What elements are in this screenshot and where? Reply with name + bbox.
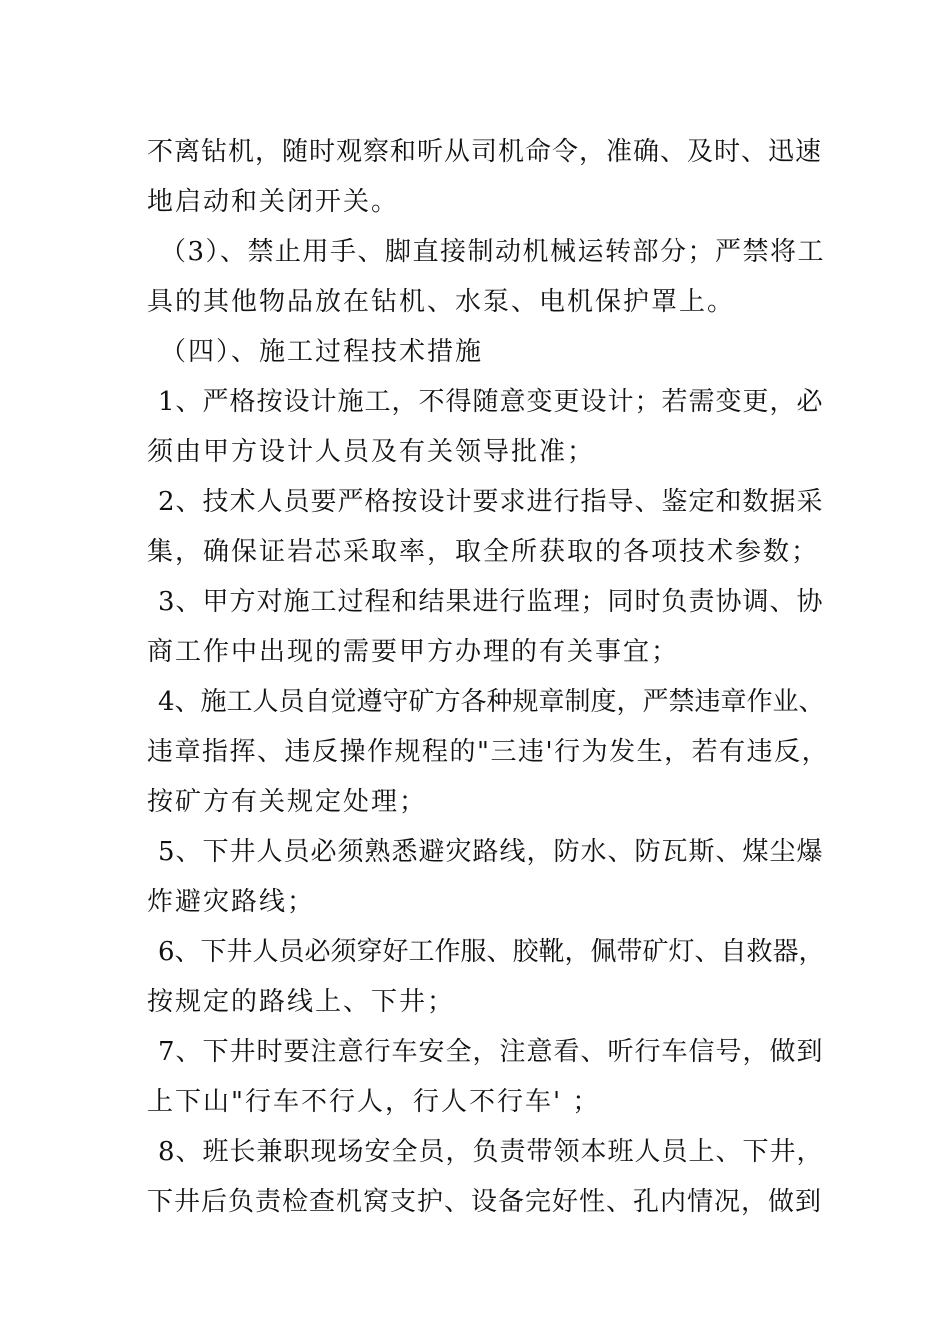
text-line: 7、下井时要注意行车安全，注意看、听行车信号，做到 (158, 1037, 824, 1067)
text-line: 8、班长兼职现场安全员，负责带领本班人员上、下井， (158, 1137, 824, 1167)
text-line: 商工作中出现的需要甲方办理的有关事宜； (147, 637, 680, 667)
section-heading: （四）、施工过程技术措施 (160, 337, 484, 367)
text-line: 上下山"行车不行人，行人不行车' ； (147, 1087, 601, 1117)
text-line: 下井后负责检查机窝支护、设备完好性、孔内情况，做到 (147, 1187, 823, 1217)
text-line: 集，确保证岩芯采取率，取全所获取的各项技术参数； (147, 537, 820, 567)
text-line: 地启动和关闭开关。 (147, 187, 400, 217)
text-line: 炸避灾路线； (147, 887, 316, 917)
text-line: 2、技术人员要严格按设计要求进行指导、鉴定和数据采 (158, 487, 824, 517)
text-line: （3）、禁止用手、脚直接制动机械运转部分；严禁将工 (160, 237, 826, 267)
text-line: 4、施工人员自觉遵守矿方各种规章制度，严禁违章作业、 (158, 687, 825, 717)
text-line: 须由甲方设计人员及有关领导批准； (147, 437, 596, 467)
text-line: 3、甲方对施工过程和结果进行监理；同时负责协调、协 (158, 587, 824, 617)
text-line: 6、下井人员必须穿好工作服、胶靴，佩带矿灯、自救器， (158, 937, 825, 967)
text-line: 按矿方有关规定处理； (147, 787, 428, 817)
text-line: 1、严格按设计施工，不得随意变更设计；若需变更，必 (158, 387, 824, 417)
text-line: 不离钻机，随时观察和听从司机命令，准确、及时、迅速 (147, 137, 823, 167)
text-line: 5、下井人员必须熟悉避灾路线，防水、防瓦斯、煤尘爆 (158, 837, 824, 867)
text-line: 具的其他物品放在钻机、水泵、电机保护罩上。 (147, 287, 736, 317)
text-line: 按规定的路线上、下井； (147, 987, 456, 1017)
text-line: 违章指挥、违反操作规程的"三违'行为发生，若有违反， (147, 737, 830, 767)
